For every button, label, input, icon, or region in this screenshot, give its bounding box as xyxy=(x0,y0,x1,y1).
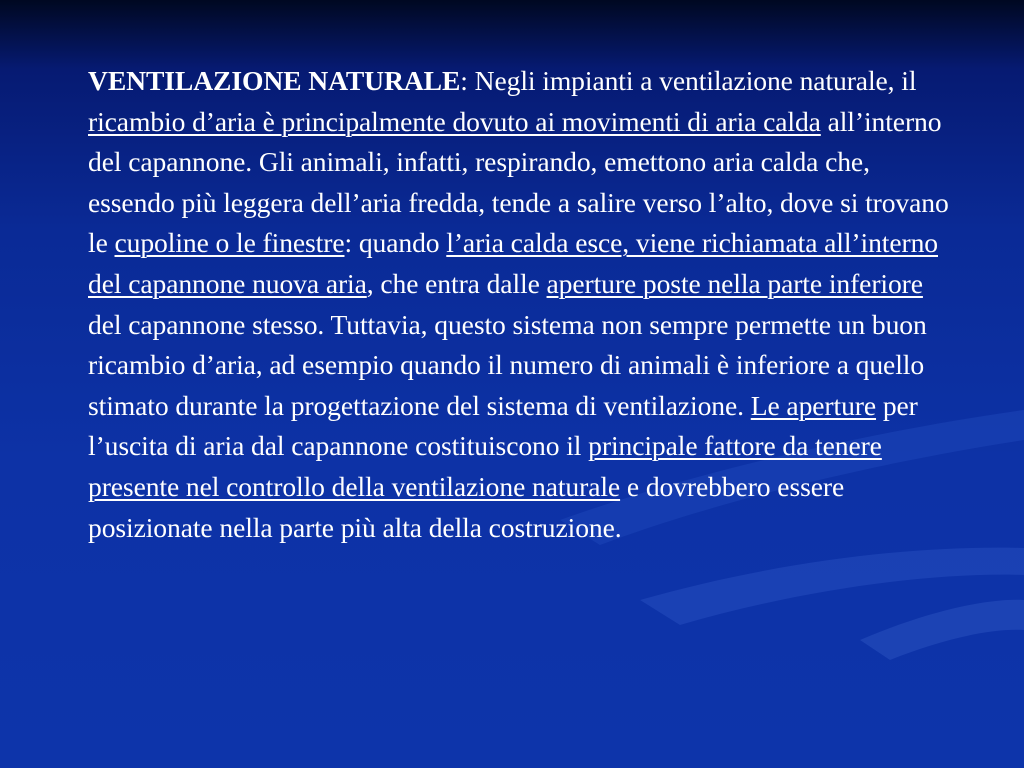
segment-7-underlined: aperture poste nella parte inferiore xyxy=(546,267,923,299)
segment-5-underlined: l’aria calda esce, viene richiamata all’interno del capannone nuova aria xyxy=(88,227,938,299)
segment-9-underlined: Le aperture xyxy=(750,389,877,421)
segment-2: all’interno del capannone. Gli animali, infatti, respirando, emettono aria calda che, essendo più leggera dell’aria fredda, tende a salire verso l’alto, dove si trovano le xyxy=(88,105,949,259)
segment-3-underlined: cupoline o le finestre xyxy=(114,227,345,259)
slide-body-text xyxy=(88,61,958,548)
segment-0: : Negli impianti a ventilazione naturale, il xyxy=(460,65,917,96)
segment-12: e dovrebbero essere posizionate nella parte più alta della costruzione. xyxy=(88,470,845,543)
segment-10: per l’uscita di aria dal capannone costituiscono il xyxy=(88,389,918,462)
segment-11-underlined: principale fattore da tenere presente nel controllo della ventilazione naturale xyxy=(88,430,882,502)
segment-4: : quando xyxy=(344,227,447,259)
segment-6: , che entra dalle xyxy=(366,267,547,299)
slide-heading: VENTILAZIONE NATURALE xyxy=(88,65,461,96)
segment-1-underlined: ricambio d’aria è principalmente dovuto ai movimenti di aria calda xyxy=(88,105,821,137)
segment-8: del capannone stesso. Tuttavia, questo sistema non sempre permette un buon ricambio d’aria, ad esempio quando il numero di animali è inferiore a quello stimato durante la progettazione del sistema di ventilazione. xyxy=(88,308,927,421)
